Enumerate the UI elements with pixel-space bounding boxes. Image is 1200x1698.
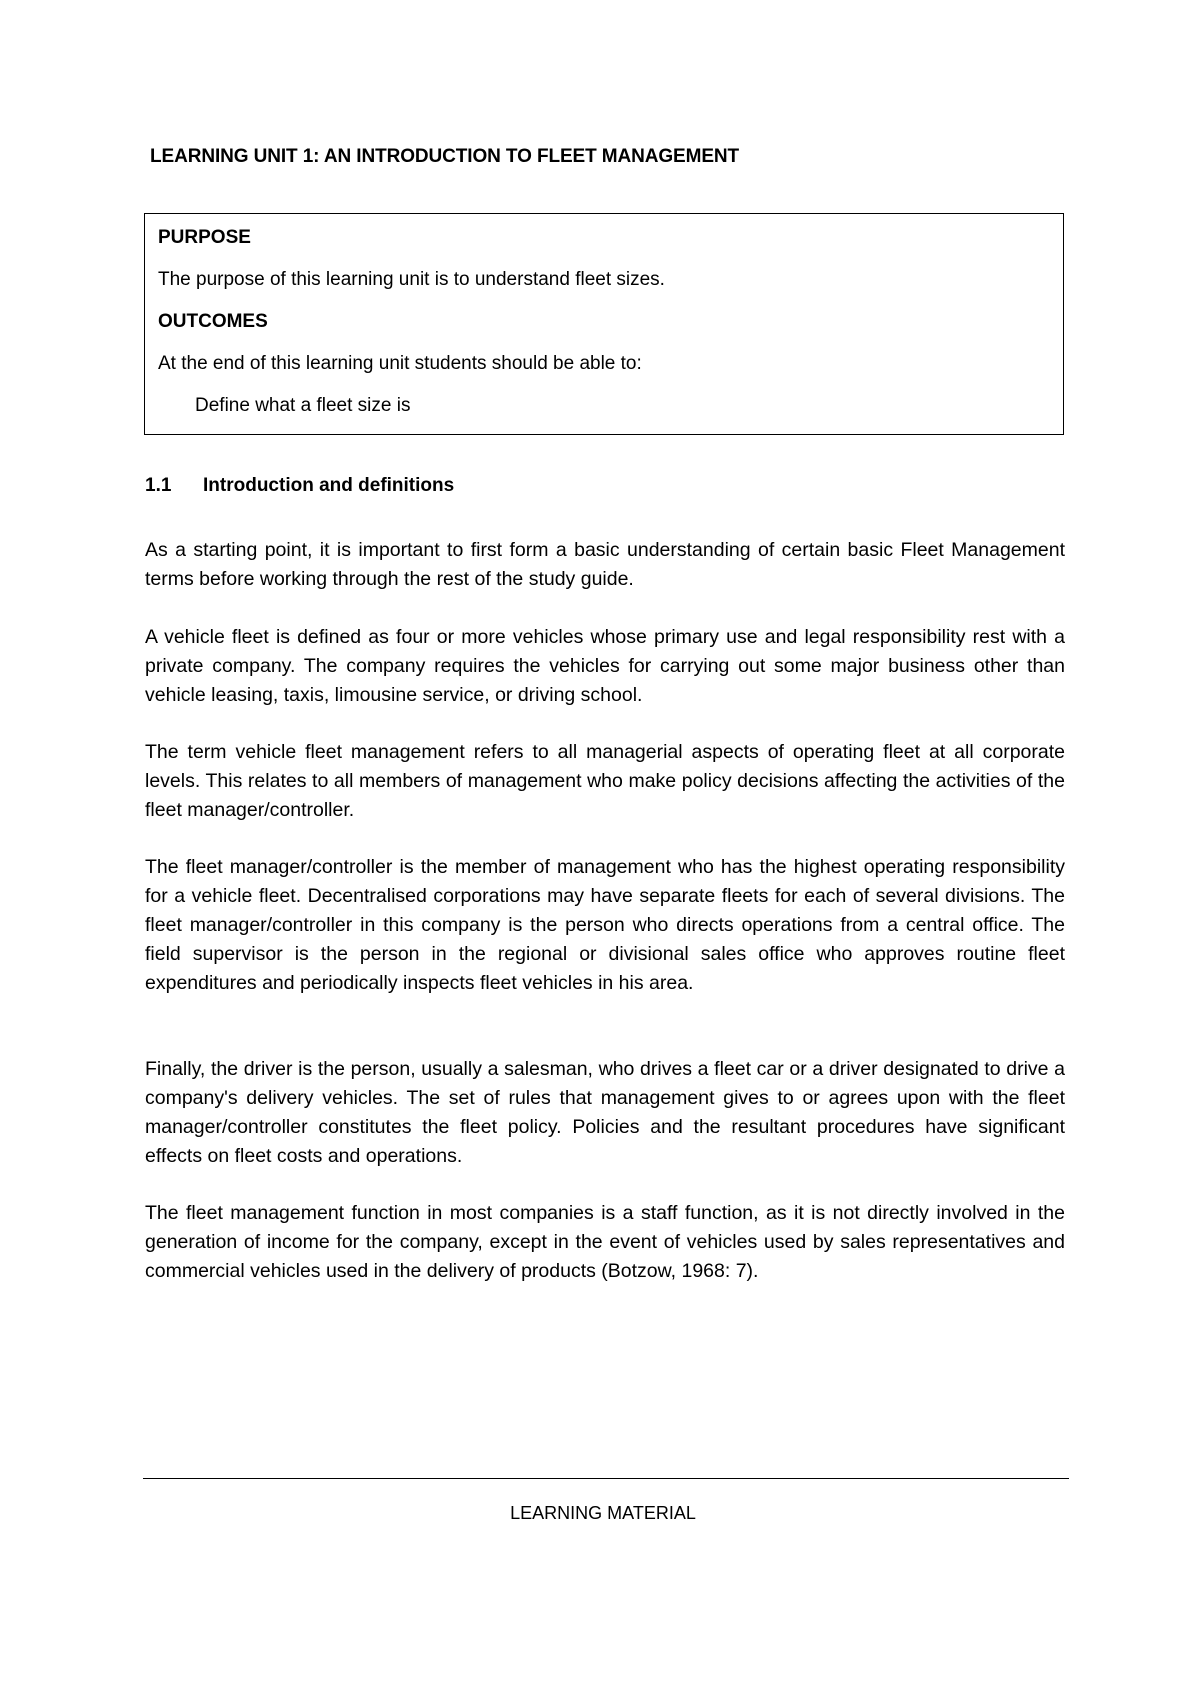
purpose-text: The purpose of this learning unit is to understand fleet sizes. (158, 269, 665, 290)
purpose-outcomes-box (144, 213, 1064, 435)
paragraph-staff-function: The fleet management function in most companies is a staff function, as it is not directly involved in the generation of income for the company, except in the event of vehicles used by sales representatives and commercial vehicles used in the delivery of products (Botzow, 1968: 7). (145, 1202, 1065, 1282)
paragraph-fleet-manager: The fleet manager/controller is the member of management who has the highest operating responsibility for a vehicle fleet. Decentralised corporations may have separate fleets for each of several divisions. The fleet manager/controller in this company is the person who directs operations from a central office. The field supervisor is the person in the regional or divisional sales office who approves routine fleet expenditures and periodically inspects fleet vehicles in his area. (145, 856, 1065, 994)
paragraph-vehicle-fleet: A vehicle fleet is defined as four or more vehicles whose primary use and legal responsibility rest with a private company. The company requires the vehicles for carrying out some major business other than vehicle leasing, taxis, limousine service, or driving school. (145, 626, 1065, 706)
footer-divider (143, 1478, 1069, 1479)
outcomes-heading: OUTCOMES (158, 311, 268, 332)
paragraph-driver: Finally, the driver is the person, usually a salesman, who drives a fleet car or a driver designated to drive a company's delivery vehicles. The set of rules that management gives to or agrees upon with the fleet manager/controller constitutes the fleet policy. Policies and the resultant procedures have significant effects on fleet costs and operations. (145, 1058, 1065, 1167)
outcomes-item: Define what a fleet size is (195, 395, 411, 416)
page-title: LEARNING UNIT 1: AN INTRODUCTION TO FLEET MANAGEMENT (150, 146, 740, 167)
footer-label: LEARNING MATERIAL (510, 1503, 696, 1523)
section-heading (145, 475, 454, 497)
paragraph-intro: As a starting point, it is important to first form a basic understanding of certain basic Fleet Management terms before working through the rest of the study guide. (145, 539, 1065, 590)
purpose-heading: PURPOSE (158, 227, 251, 248)
paragraph-fleet-management: The term vehicle fleet management refers to all managerial aspects of operating fleet at all corporate levels. This relates to all members of management who make policy decisions affecting the activities of the fleet manager/controller. (145, 741, 1065, 821)
section-title: Introduction and definitions (203, 475, 455, 496)
section-number: 1.1 (145, 475, 172, 496)
outcomes-intro: At the end of this learning unit students should be able to: (158, 353, 642, 374)
